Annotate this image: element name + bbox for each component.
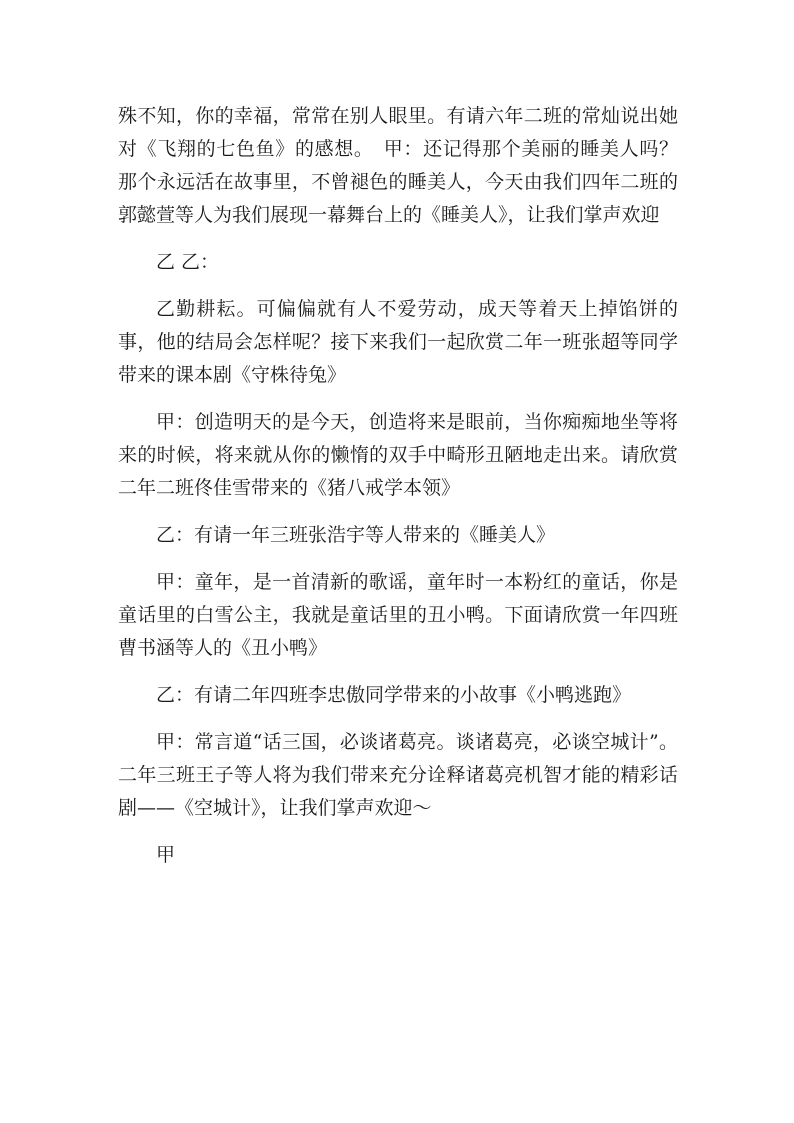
paragraph: 乙：有请一年三班张浩宇等人带来的《睡美人》	[156, 524, 556, 546]
paragraph: 甲：童年，是一首清新的歌谣，童年时一本粉红的童话，你是童话里的白雪公主，我就是童话里的丑小鸭。下面请欣赏一年四班曹书涵等人的《丑小鸭》	[118, 571, 678, 659]
paragraph: 甲：创造明天的是今天，创造将来是眼前，当你痴痴地坐等将来的时候，将来就从你的懒惰的双手中畸形丑陋地走出来。请欣赏二年二班佟佳雪带来的《猪八戒学本领》	[118, 411, 678, 499]
paragraph: 乙勤耕耘。可偏偏就有人不爱劳动，成天等着天上掉馅饼的事，他的结局会怎样呢？接下来我们一起欣赏二年一班张超等同学带来的课本剧《守株待兔》	[118, 298, 678, 386]
paragraph: 殊不知，你的幸福，常常在别人眼里。有请六年二班的常灿说出她对《飞翔的七色鱼》的感想。 甲：还记得那个美丽的睡美人吗？那个永远活在故事里，不曾褪色的睡美人，今天由我们四年二班的郭懿萱等人为我们展现一幕舞台上的《睡美人》，让我们掌声欢迎	[118, 105, 678, 226]
document-body	[118, 100, 678, 886]
paragraph: 甲	[156, 844, 176, 866]
paragraph: 乙：有请二年四班李忠傲同学带来的小故事《小鸭逃跑》	[156, 684, 632, 706]
paragraph: 乙 乙：	[156, 251, 220, 273]
paragraph: 甲：常言道“话三国，必谈诸葛亮。谈诸葛亮，必谈空城计”。二年三班王子等人将为我们带来充分诠释诸葛亮机智才能的精彩话剧——《空城计》，让我们掌声欢迎～	[118, 731, 678, 819]
